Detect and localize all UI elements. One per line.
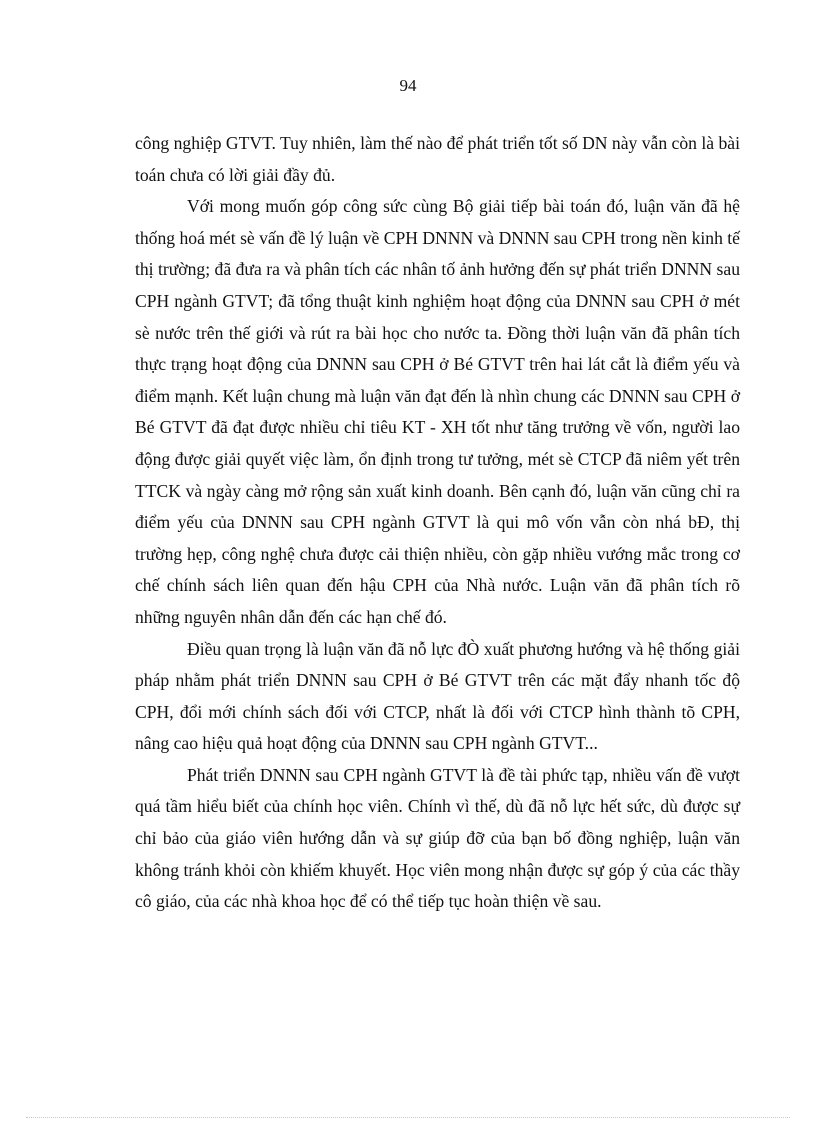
page-bottom-divider: [26, 1117, 790, 1118]
paragraph-3: Điều quan trọng là luận văn đã nỗ lực đÒ xuất phương hướng và hệ thống giải pháp nhằm phát triển DNNN sau CPH ở Bé GTVT trên các mặt đẩy nhanh tốc độ CPH, đổi mới chính sách đối với CTCP, nhất là đối với CTCP hình thành tõ CPH, nâng cao hiệu quả hoạt động của DNNN sau CPH ngành GTVT...: [135, 638, 740, 754]
page-number: 94: [399, 76, 417, 95]
paragraph-4: Phát triển DNNN sau CPH ngành GTVT là đề tài phức tạp, nhiều vấn đề vượt quá tầm hiểu biết của chính học viên. Chính vì thế, dù đã nỗ lực hết sức, dù được sự chỉ bảo của giáo viên hướng dẫn và sự giúp đỡ của bạn bố đồng nghiệp, luận văn không tránh khỏi còn khiếm khuyết. Học viên mong nhận được sự góp ý của các thầy cô giáo, của các nhà khoa học để có thể tiếp tục hoàn thiện về sau.: [135, 764, 740, 912]
paragraph-2: Với mong muốn góp công sức cùng Bộ giải tiếp bài toán đó, luận văn đã hệ thống hoá mét sè vấn đề lý luận về CPH DNNN và DNNN sau CPH trong nền kinh tế thị trường; đã đưa ra và phân tích các nhân tố ảnh hưởng đến sự phát triển DNNN sau CPH ngành GTVT; đã tổng thuật kinh nghiệm hoạt động của DNNN sau CPH ở mét sè nước trên thế giới và rút ra bài học cho nước ta. Đồng thời luận văn đã phân tích thực trạng hoạt động của DNNN sau CPH ở Bé GTVT trên hai lát cắt là điểm yếu và điểm mạnh. Kết luận chung mà luận văn đạt đến là nhìn chung các DNNN sau CPH ở Bé GTVT đã đạt được nhiều chỉ tiêu KT - XH tốt như tăng trưởng về vốn, người lao động được giải quyết việc làm, ổn định trong tư tưởng, mét sè CTCP đã niêm yết trên TTCK và ngày càng mở rộng sản xuất kinh doanh. Bên cạnh đó, luận văn cũng chỉ ra điểm yếu của DNNN sau CPH ngành GTVT là qui mô vốn vẫn còn nhá bÐ, thị trường hẹp, công nghệ chưa được cải thiện nhiều, còn gặp nhiều vướng mắc trong cơ chế chính sách liên quan đến hậu CPH của Nhà nước. Luận văn đã phân tích rõ những nguyên nhân dẫn đến các hạn chế đó.: [135, 196, 740, 627]
paragraph-1: công nghiệp GTVT. Tuy nhiên, làm thế nào để phát triển tốt số DN này vẫn còn là bài toán chưa có lời giải đầy đủ.: [135, 133, 740, 185]
body-text: [135, 128, 740, 918]
